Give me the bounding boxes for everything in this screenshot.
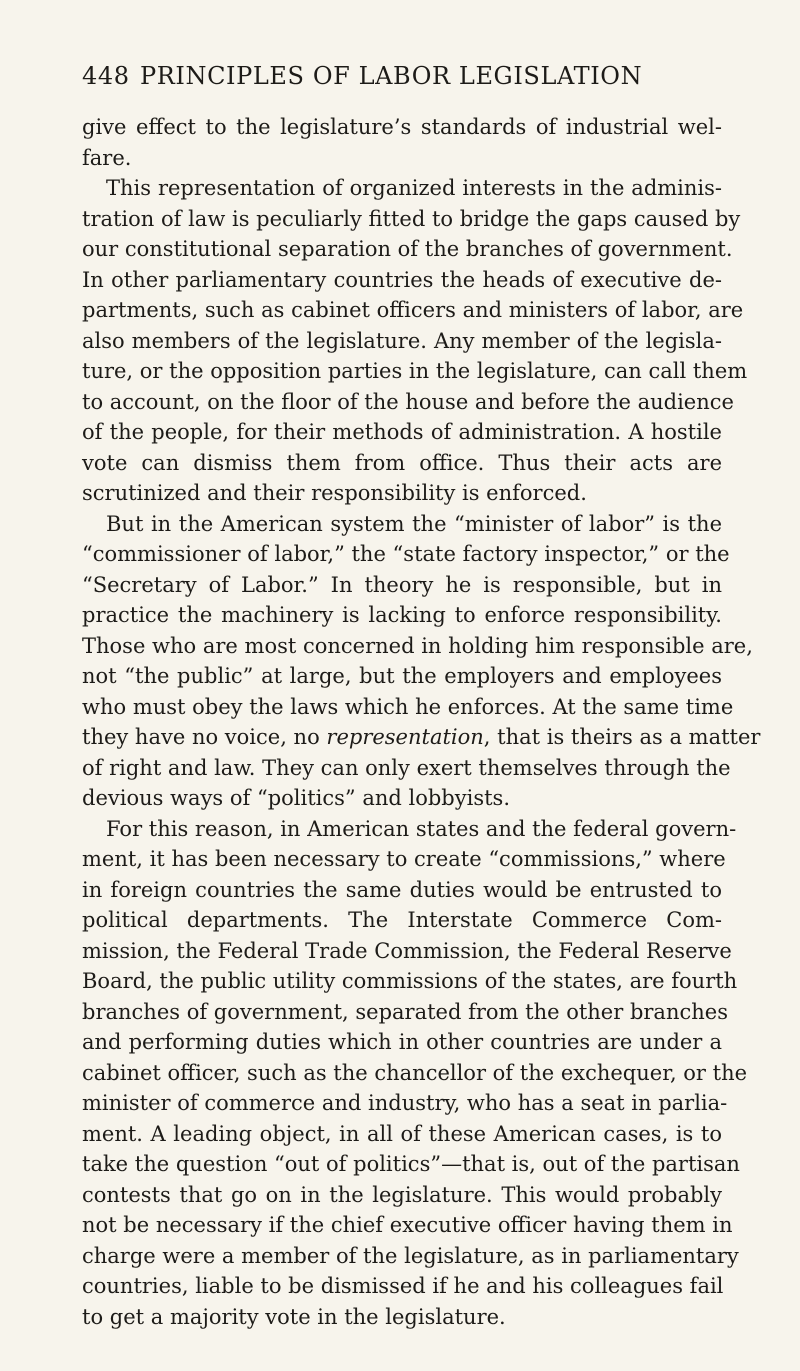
text-line: But in the American system the “minister of labor” is the — [106, 511, 722, 536]
text-line: ment, it has been necessary to create “commissions,” where — [82, 847, 726, 871]
text-line: charge were a member of the legislature, as in parliamentary — [82, 1243, 739, 1268]
text-line: devious ways of “politics” and lobbyists. — [82, 786, 510, 810]
text-line: to account, on the floor of the house and before the audience — [82, 389, 734, 414]
text-line: fare. — [82, 145, 132, 170]
body-text — [82, 112, 761, 1332]
text-line: contests that go on in the legislature. This would probably — [82, 1182, 722, 1207]
text-line: in foreign countries the same duties would be entrusted to — [82, 877, 722, 902]
text-line: minister of commerce and industry, who has a seat in parlia- — [82, 1091, 728, 1115]
text-line: political departments. The Interstate Commerce Com- — [82, 908, 722, 932]
text-line: tration of law is peculiarly fitted to bridge the gaps caused by — [82, 206, 741, 231]
text-line: cabinet officer, such as the chancellor of the exchequer, or the — [82, 1060, 748, 1085]
text-line: of the people, for their methods of administration. A hostile — [82, 420, 722, 444]
running-title: PRINCIPLES OF LABOR LEGISLATION — [140, 62, 643, 90]
text-line: ment. A leading object, in all of these American cases, is to — [82, 1121, 722, 1146]
text-line: not “the public” at large, but the employers and employees — [82, 664, 722, 688]
text-line: also members of the legislature. Any member of the legisla- — [82, 328, 722, 353]
text-line: ture, or the opposition parties in the legislature, can call them — [82, 359, 748, 383]
text-line: of right and law. They can only exert themselves through the — [82, 755, 731, 780]
page-number: 448 — [82, 62, 130, 90]
text-line: countries, liable to be dismissed if he and his colleagues fail — [82, 1274, 724, 1298]
text-fragment: , that is theirs as a matter — [483, 725, 761, 749]
emphasis-representation: representation — [326, 725, 484, 749]
text-line: Those who are most concerned in holding him responsible are, — [82, 633, 753, 658]
text-line: and performing duties which in other countries are under a — [82, 1030, 722, 1054]
text-line: branches of government, separated from the other branches — [82, 999, 728, 1024]
text-line: mission, the Federal Trade Commission, the Federal Reserve — [82, 938, 732, 963]
text-line: who must obey the laws which he enforces. At the same time — [82, 694, 734, 719]
text-line: our constitutional separation of the branches of government. — [82, 237, 733, 261]
text-fragment: they have no voice, no — [82, 725, 320, 749]
text-line: to get a majority vote in the legislature. — [82, 1304, 506, 1329]
text-line: not be necessary if the chief executive officer having them in — [82, 1213, 733, 1237]
text-line: vote can dismiss them from office. Thus their acts are — [82, 450, 722, 475]
running-head — [82, 62, 722, 98]
text-line — [82, 722, 761, 753]
text-line: give effect to the legislature’s standards of industrial wel- — [82, 115, 722, 139]
text-line: scrutinized and their responsibility is enforced. — [82, 481, 587, 505]
text-line: partments, such as cabinet officers and ministers of labor, are — [82, 298, 744, 322]
text-line: “Secretary of Labor.” In theory he is responsible, but in — [82, 572, 722, 597]
text-line: “commissioner of labor,” the “state factory inspector,” or the — [82, 542, 730, 566]
text-line: practice the machinery is lacking to enforce responsibility. — [82, 603, 722, 627]
text-line: This representation of organized interests in the adminis- — [106, 176, 722, 200]
text-line: For this reason, in American states and the federal govern- — [106, 816, 737, 841]
text-line: Board, the public utility commissions of the states, are fourth — [82, 969, 738, 993]
text-line: In other parliamentary countries the heads of executive de- — [82, 267, 722, 292]
text-line: take the question “out of politics”—that is, out of the partisan — [82, 1152, 740, 1176]
